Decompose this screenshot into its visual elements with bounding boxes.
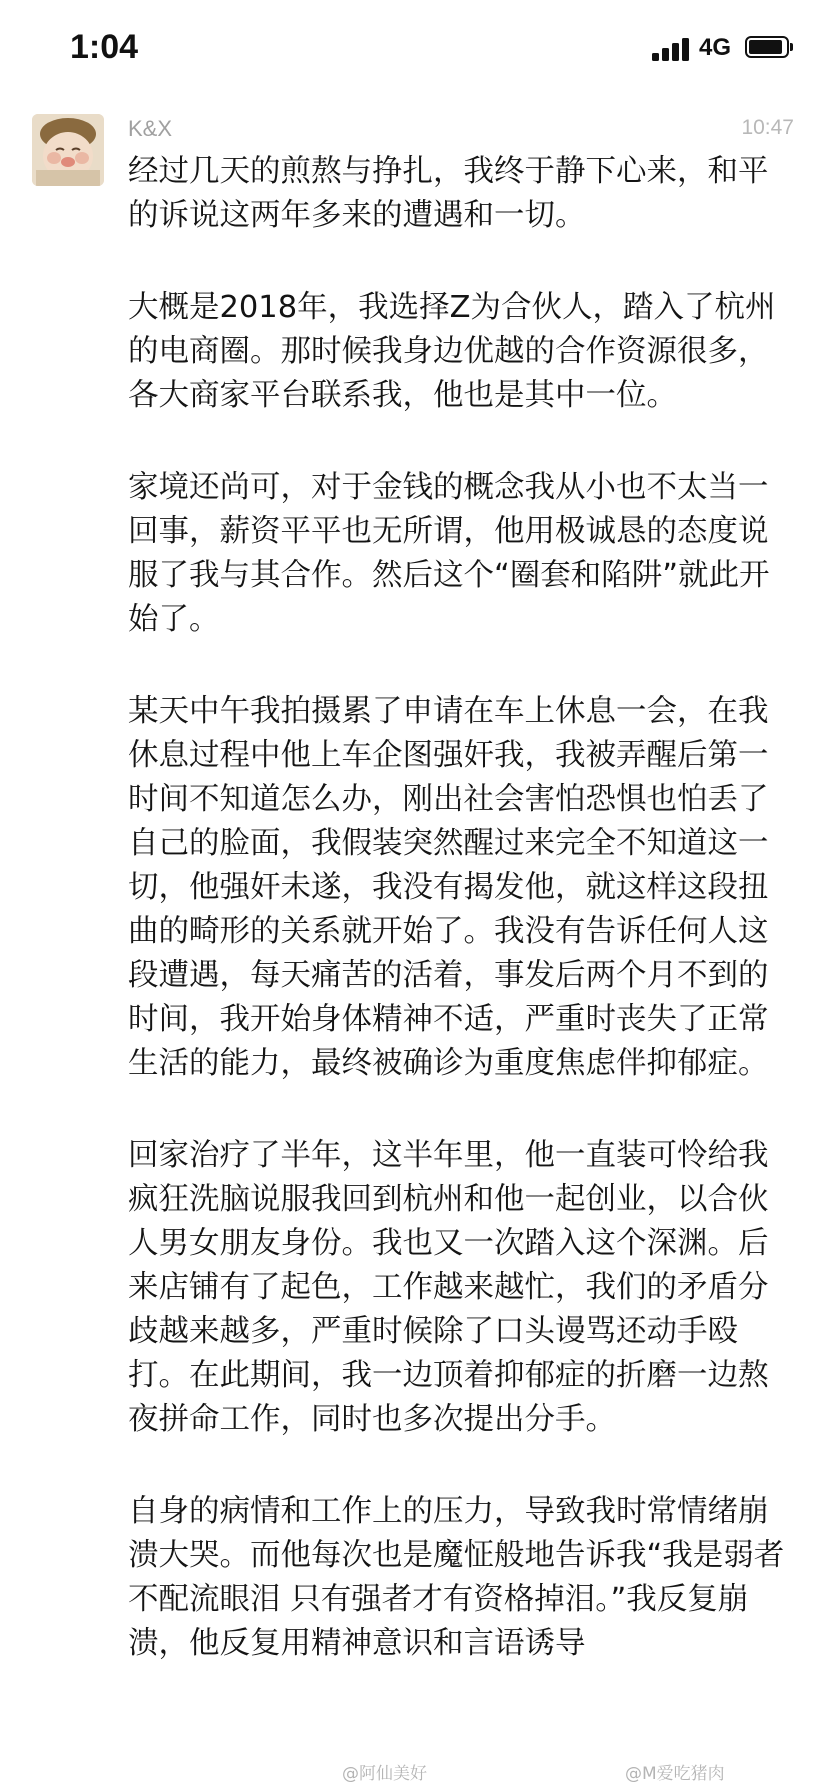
message-paragraph: 家境还尚可，对于金钱的概念我从小也不太当一回事，薪资平平也无所谓，他用极诚恳的态度说服了我与其合作。然后这个“圈套和陷阱”就此开始了。	[128, 470, 770, 637]
message-paragraph: 经过几天的煎熬与挣扎，我终于静下心来，和平的诉说这两年多来的遭遇和一切。	[128, 154, 769, 233]
avatar-image	[32, 114, 104, 186]
message-timestamp: 10:47	[741, 116, 794, 139]
sender-name: K&X	[128, 116, 173, 141]
status-bar	[0, 0, 828, 100]
avatar[interactable]	[32, 114, 104, 186]
signal-icon	[652, 37, 692, 61]
network-type: 4G	[699, 34, 732, 61]
watermark-left: @阿仙美好	[342, 1764, 427, 1784]
message-paragraph: 某天中午我拍摄累了申请在车上休息一会，在我休息过程中他上车企图强奸我，我被弄醒后第一时间不知道怎么办，刚出社会害怕恐惧也怕丢了自己的脸面，我假装突然醒过来完全不知道这一切，他强奸未遂，我没有揭发他，就这样这段扭曲的畸形的关系就开始了。我没有告诉任何人这段遭遇，每天痛苦的活着，事发后两个月不到的时间，我开始身体精神不适，严重时丧失了正常生活的能力，最终被确诊为重度焦虑伴抑郁症。	[128, 694, 769, 1081]
status-time: 1:04	[70, 28, 139, 66]
message-paragraph: 回家治疗了半年，这半年里，他一直装可怜给我疯狂洗脑说服我回到杭州和他一起创业，以合伙人男女朋友身份。我也又一次踏入这个深渊。后来店铺有了起色，工作越来越忙，我们的矛盾分歧越来越多，严重时候除了口头谩骂还动手殴打。在此期间，我一边顶着抑郁症的折磨一边熬夜拼命工作，同时也多次提出分手。	[128, 1138, 769, 1437]
message-paragraph: 大概是2018年，我选择Z为合伙人，踏入了杭州的电商圈。那时候我身边优越的合作资源很多，各大商家平台联系我，他也是其中一位。	[128, 290, 776, 413]
watermark-right: @M爱吃猪肉	[625, 1764, 725, 1784]
battery-icon	[745, 36, 789, 58]
message-paragraph: 自身的病情和工作上的压力，导致我时常情绪崩溃大哭。而他每次也是魔怔般地告诉我“我是弱者 不配流眼泪 只有强者才有资格掉泪。”我反复崩溃，他反复用精神意识和言语诱导	[128, 1494, 795, 1661]
message-body[interactable]	[128, 150, 798, 1714]
